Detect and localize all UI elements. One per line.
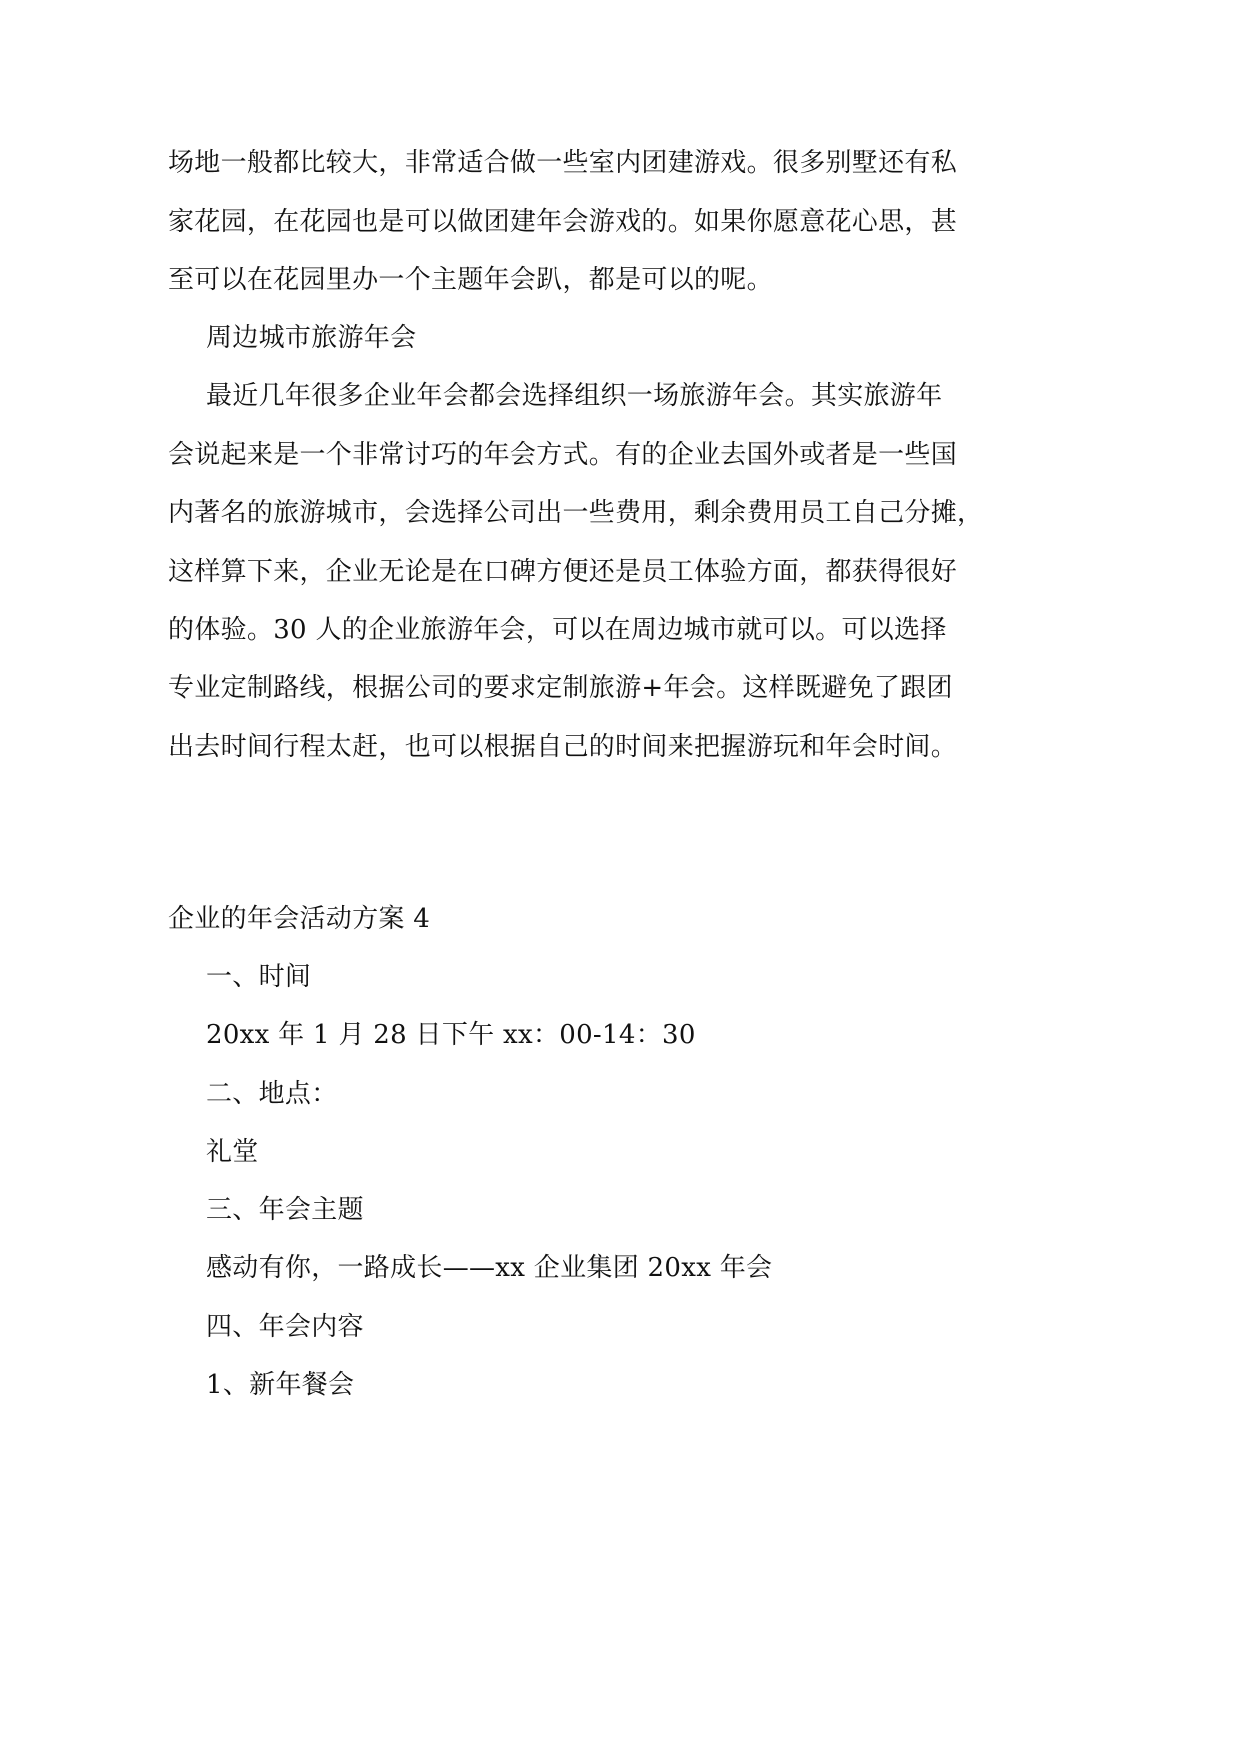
paragraph-line: 内著名的旅游城市，会选择公司出一些费用，剩余费用员工自己分摊， <box>168 498 984 528</box>
subheading: 周边城市旅游年会 <box>206 323 417 353</box>
paragraph-line: 家花园，在花园也是可以做团建年会游戏的。如果你愿意花心思，甚 <box>168 207 958 237</box>
paragraph-line: 最近几年很多企业年会都会选择组织一场旅游年会。其实旅游年 <box>206 381 943 411</box>
paragraph-line: 专业定制路线，根据公司的要求定制旅游+年会。这样既避免了跟团 <box>168 673 953 703</box>
paragraph-line: 会说起来是一个非常讨巧的年会方式。有的企业去国外或者是一些国 <box>168 440 958 470</box>
paragraph-line: 场地一般都比较大，非常适合做一些室内团建游戏。很多别墅还有私 <box>168 148 958 178</box>
paragraph-line: 这样算下来，企业无论是在口碑方便还是员工体验方面，都获得很好 <box>168 557 958 587</box>
list-item: 一、时间 <box>206 962 312 992</box>
paragraph-line: 的体验。30 人的企业旅游年会，可以在周边城市就可以。可以选择 <box>168 615 947 645</box>
paragraph-line: 出去时间行程太赶，也可以根据自己的时间来把握游玩和年会时间。 <box>168 732 958 762</box>
section-title: 企业的年会活动方案 4 <box>168 904 431 934</box>
list-item: 礼堂 <box>206 1137 259 1167</box>
list-item: 二、地点： <box>206 1079 338 1109</box>
list-item: 三、年会主题 <box>206 1195 364 1225</box>
list-item: 1、新年餐会 <box>206 1370 355 1400</box>
list-item: 20xx 年 1 月 28 日下午 xx：00-14：30 <box>206 1020 696 1050</box>
list-item: 感动有你，一路成长——xx 企业集团 20xx 年会 <box>206 1253 773 1283</box>
list-item: 四、年会内容 <box>206 1312 364 1342</box>
paragraph-line: 至可以在花园里办一个主题年会趴，都是可以的呢。 <box>168 265 773 295</box>
